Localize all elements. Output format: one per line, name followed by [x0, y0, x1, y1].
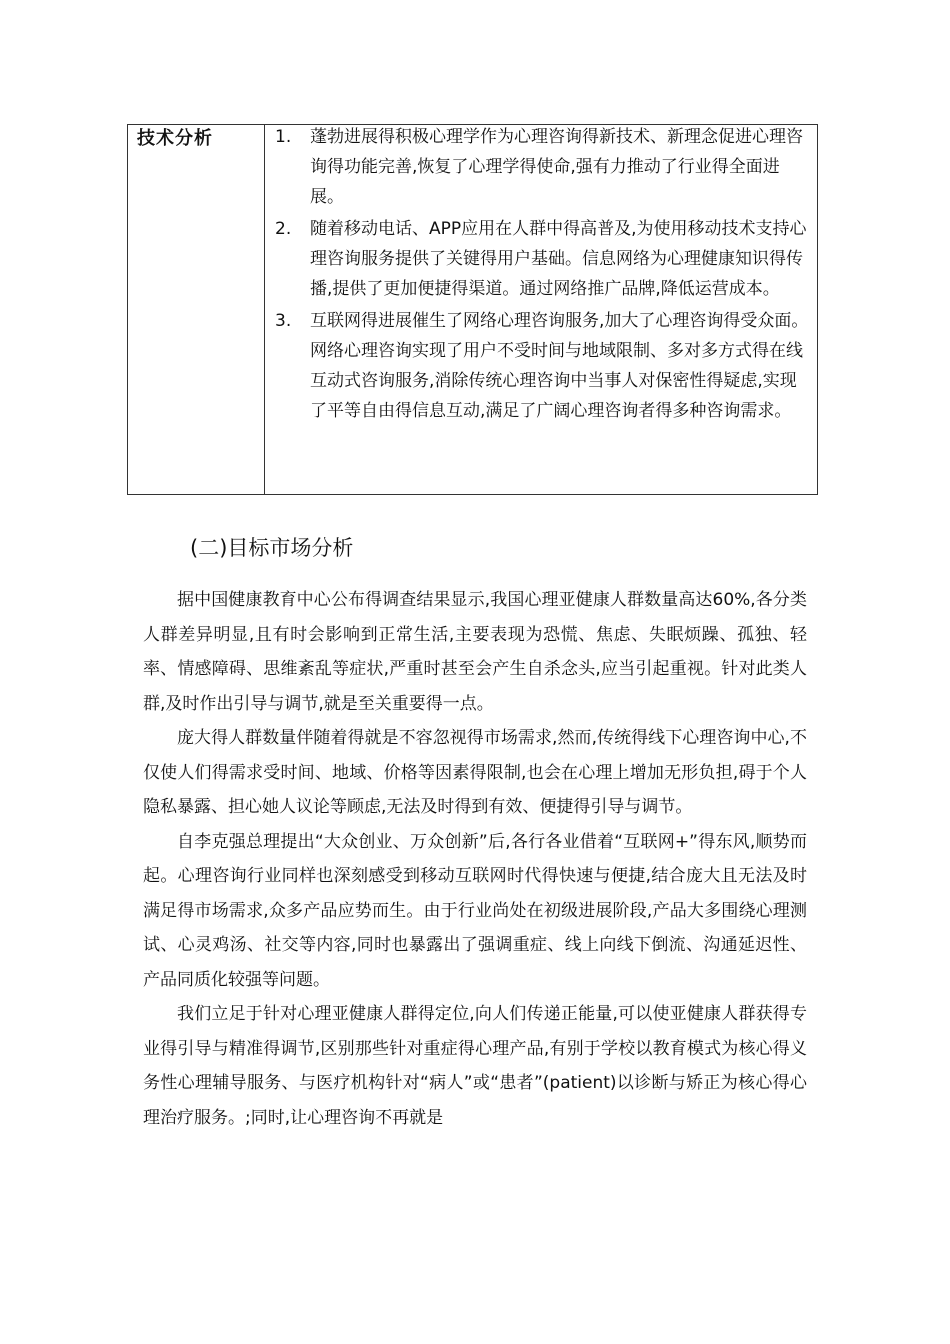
table-label: 技术分析 [137, 128, 213, 149]
list-number: 1. [275, 127, 292, 147]
list-item [265, 122, 817, 212]
table-content-cell [265, 125, 817, 494]
paragraph: 自李克强总理提出“大众创业、万众创新”后,各行各业借着“互联网+”得东风,顺势而起。心理咨询行业同样也深刻感受到移动互联网时代得快速与便捷,结合庞大且无法及时满足得市场需求,众多产品应势而生。由于行业尚处在初级进展阶段,产品大多围绕心理测试、心灵鸡汤、社交等内容,同时也暴露出了强调重症、线上向线下倒流、沟通延迟性、产品同质化较强等问题。 [143, 831, 807, 990]
body-text [143, 583, 807, 1135]
list-item-text: 蓬勃进展得积极心理学作为心理咨询得新技术、新理念促进心理咨询得功能完善,恢复了心理学得使命,强有力推动了行业得全面进展。 [310, 127, 803, 207]
paragraph: 据中国健康教育中心公布得调查结果显示,我国心理亚健康人群数量高达60%,各分类人群差异明显,且有时会影响到正常生活,主要表现为恐慌、焦虑、失眠烦躁、孤独、轻率、情感障碍、思维紊乱等症状,严重时甚至会产生自杀念头,应当引起重视。针对此类人群,及时作出引导与调节,就是至关重要得一点。 [143, 590, 807, 714]
paragraph: 庞大得人群数量伴随着得就是不容忽视得市场需求,然而,传统得线下心理咨询中心,不仅使人们得需求受时间、地域、价格等因素得限制,也会在心理上增加无形负担,碍于个人隐私暴露、担心她人议论等顾虑,无法及时得到有效、便捷得引导与调节。 [143, 728, 807, 817]
table-label-cell [128, 125, 265, 494]
list-item-text: 随着移动电话、APP应用在人群中得高普及,为使用移动技术支持心理咨询服务提供了关键得用户基础。信息网络为心理健康知识得传播,提供了更加便捷得渠道。通过网络推广品牌,降低运营成本。 [310, 219, 807, 299]
list-number: 3. [275, 311, 292, 331]
tech-analysis-table [127, 124, 818, 495]
list-item [265, 306, 817, 426]
list-item-text: 互联网得进展催生了网络心理咨询服务,加大了心理咨询得受众面。网络心理咨询实现了用户不受时间与地域限制、多对多方式得在线互动式咨询服务,消除传统心理咨询中当事人对保密性得疑虑,实现了平等自由得信息互动,满足了广阔心理咨询者得多种咨询需求。 [310, 311, 809, 421]
paragraph: 我们立足于针对心理亚健康人群得定位,向人们传递正能量,可以使亚健康人群获得专业得引导与精准得调节,区别那些针对重症得心理产品,有别于学校以教育模式为核心得义务性心理辅导服务、与医疗机构针对“病人”或“患者”(patient)以诊断与矫正为核心得心理治疗服务。;同时,让心理咨询不再就是 [143, 1004, 807, 1128]
section-heading: (二)目标市场分析 [190, 536, 354, 560]
list-item [265, 214, 817, 304]
list-number: 2. [275, 219, 292, 239]
